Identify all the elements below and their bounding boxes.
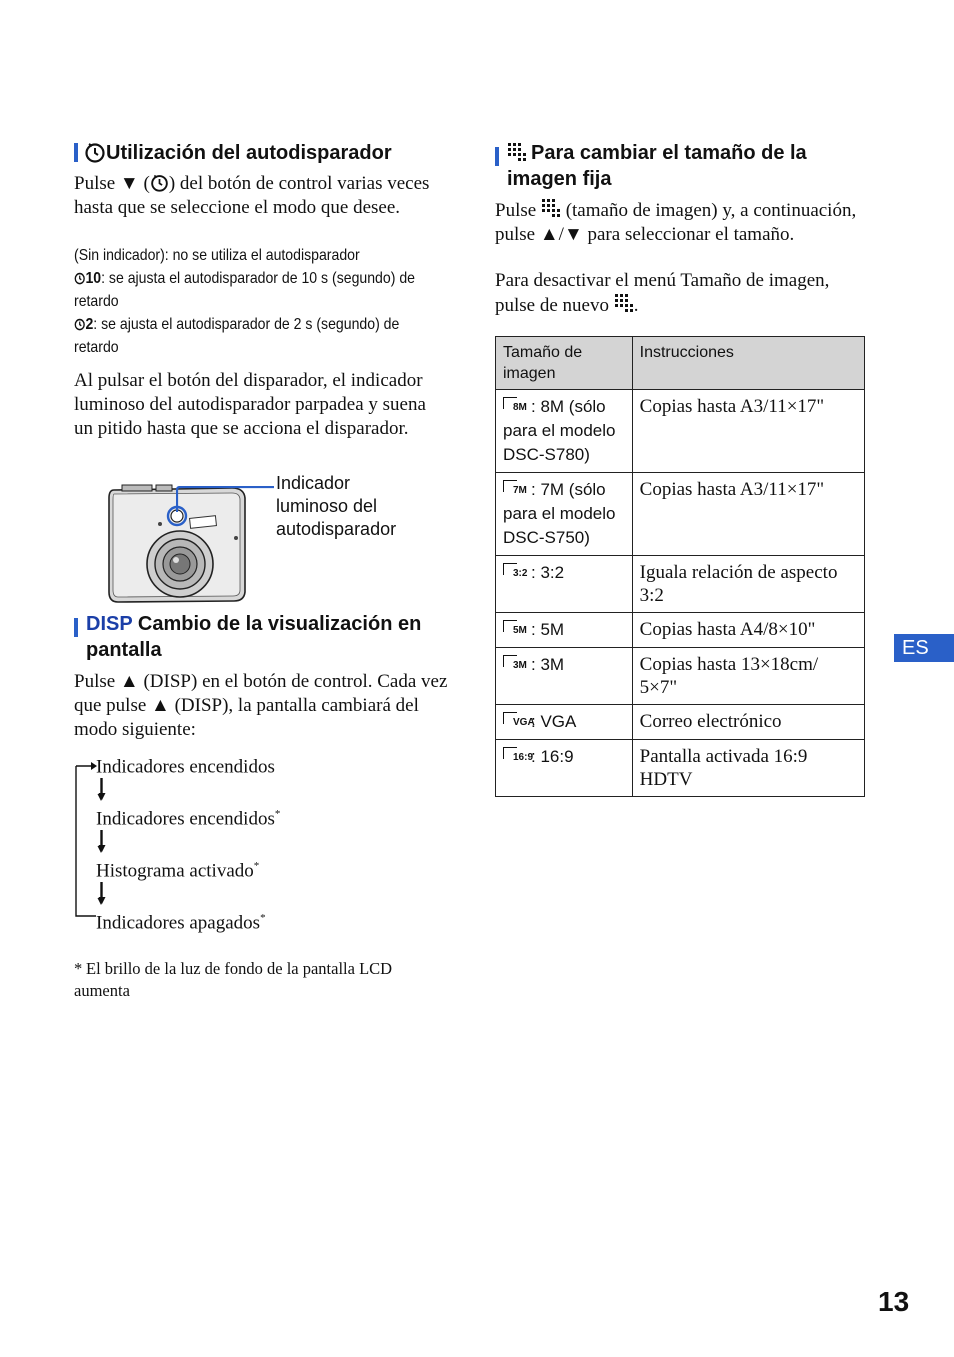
option-none: (Sin indicador): no se utiliza el autodisparador (74, 247, 360, 264)
self-timer-instruction (74, 172, 449, 220)
table-cell-instructions: Iguala relación de aspecto 3:2 (632, 556, 864, 613)
flow-item-3: Histograma activado* (96, 860, 260, 882)
language-tab: ES (894, 634, 954, 662)
size-3-2-icon: 3:2 (503, 563, 529, 580)
table-cell-size: 8M : 8M (sólo para el modelo DSC-S780) (496, 390, 633, 473)
table-cell-instructions: Copias hasta 13×18cm/ 5×7" (632, 648, 864, 705)
size-16-9-icon: 16:9 (503, 747, 529, 764)
table-cell-instructions: Copias hasta A3/11×17" (632, 473, 864, 556)
image-size-icon (507, 142, 527, 162)
self-timer-icon (84, 141, 106, 163)
table-row (496, 390, 865, 473)
timer-2-icon: 2 (74, 316, 93, 333)
instruction-part-2: ) del botón de control varias veces hasta que se seleccione el modo que desee. (74, 173, 430, 218)
table-header-row (496, 337, 865, 390)
image-size-heading (495, 140, 875, 192)
option-2s (74, 313, 446, 359)
table-cell-instructions: Correo electrónico (632, 705, 864, 740)
flow-down-arrows (96, 776, 108, 908)
table-row (496, 473, 865, 556)
size-8m-icon: 8M (503, 397, 529, 414)
size-vga-icon: VGA (503, 712, 529, 729)
display-paragraph: Pulse ▲ (DISP) en el botón de control. Cada vez que pulse ▲ (DISP), la pantalla cambiará del modo siguiente: (74, 671, 448, 740)
table-cell-instructions: Pantalla activada 16:9 HDTV (632, 740, 864, 797)
table-cell-size: 5M : 5M (496, 613, 633, 648)
table-row (496, 613, 865, 648)
table-cell-size: 16:9 : 16:9 (496, 740, 633, 797)
table-row (496, 648, 865, 705)
heading-marker (74, 618, 78, 637)
size-5m-icon: 5M (503, 620, 529, 637)
self-timer-paragraph: Al pulsar el botón del disparador, el indicador luminoso del autodisparador parpadea y suena un pitido hasta que se acciona el disparador. (74, 370, 426, 439)
image-size-icon (614, 293, 634, 313)
flow-item-2: Indicadores encendidos* (96, 808, 281, 830)
image-size-paragraph-1: Pulse (tamaño de imagen) y, a continuación, pulse ▲/▼ para seleccionar el tamaño. (495, 200, 857, 245)
self-timer-heading-text: Utilización del autodisparador (106, 142, 392, 164)
page-number: 13 (878, 1286, 910, 1317)
table-cell-size: 3M : 3M (496, 648, 633, 705)
size-3m-icon: 3M (503, 655, 529, 672)
table-header-size: Tamaño de imagen (496, 337, 633, 390)
flow-item-1: Indicadores encendidos (96, 756, 275, 778)
display-heading (74, 611, 454, 663)
table-cell-instructions: Copias hasta A4/8×10" (632, 613, 864, 648)
option-10s (74, 267, 446, 313)
table-cell-size: 3:2 : 3:2 (496, 556, 633, 613)
table-row (496, 705, 865, 740)
self-timer-heading (74, 140, 392, 166)
image-size-icon (541, 198, 561, 218)
display-heading-text: Cambio de la visualización en pantalla (86, 613, 422, 661)
table-cell-size: VGA : VGA (496, 705, 633, 740)
heading-marker (495, 147, 499, 166)
table-cell-instructions: Copias hasta A3/11×17" (632, 390, 864, 473)
instruction-part-1: Pulse ▼ ( (74, 173, 150, 194)
self-timer-lamp-callout: Indicador luminoso del autodisparador (276, 473, 397, 539)
heading-marker (74, 143, 78, 162)
table-row (496, 740, 865, 797)
self-timer-icon (150, 173, 169, 192)
callout-line (176, 486, 276, 516)
flow-item-4: Indicadores apagados* (96, 912, 266, 934)
table-row (496, 556, 865, 613)
image-size-heading-text: Para cambiar el tamaño de la imagen fija (507, 142, 807, 190)
self-timer-options (74, 244, 446, 359)
option-2s-text: : se ajusta el autodisparador de 2 s (segundo) de retardo (74, 316, 400, 356)
display-footnote: * El brillo de la luz de fondo de la pantalla LCD aumenta (74, 959, 393, 1000)
table-header-instructions: Instrucciones (632, 337, 864, 390)
disp-label: DISP (86, 613, 133, 635)
image-size-table (495, 336, 865, 797)
option-10s-text: : se ajusta el autodisparador de 10 s (segundo) de retardo (74, 270, 415, 310)
size-7m-icon: 7M (503, 480, 529, 497)
timer-10-icon: 10 (74, 270, 101, 287)
table-cell-size: 7M : 7M (sólo para el modelo DSC-S750) (496, 473, 633, 556)
image-size-paragraph-2: Para desactivar el menú Tamaño de imagen, pulse de nuevo . (495, 270, 830, 316)
